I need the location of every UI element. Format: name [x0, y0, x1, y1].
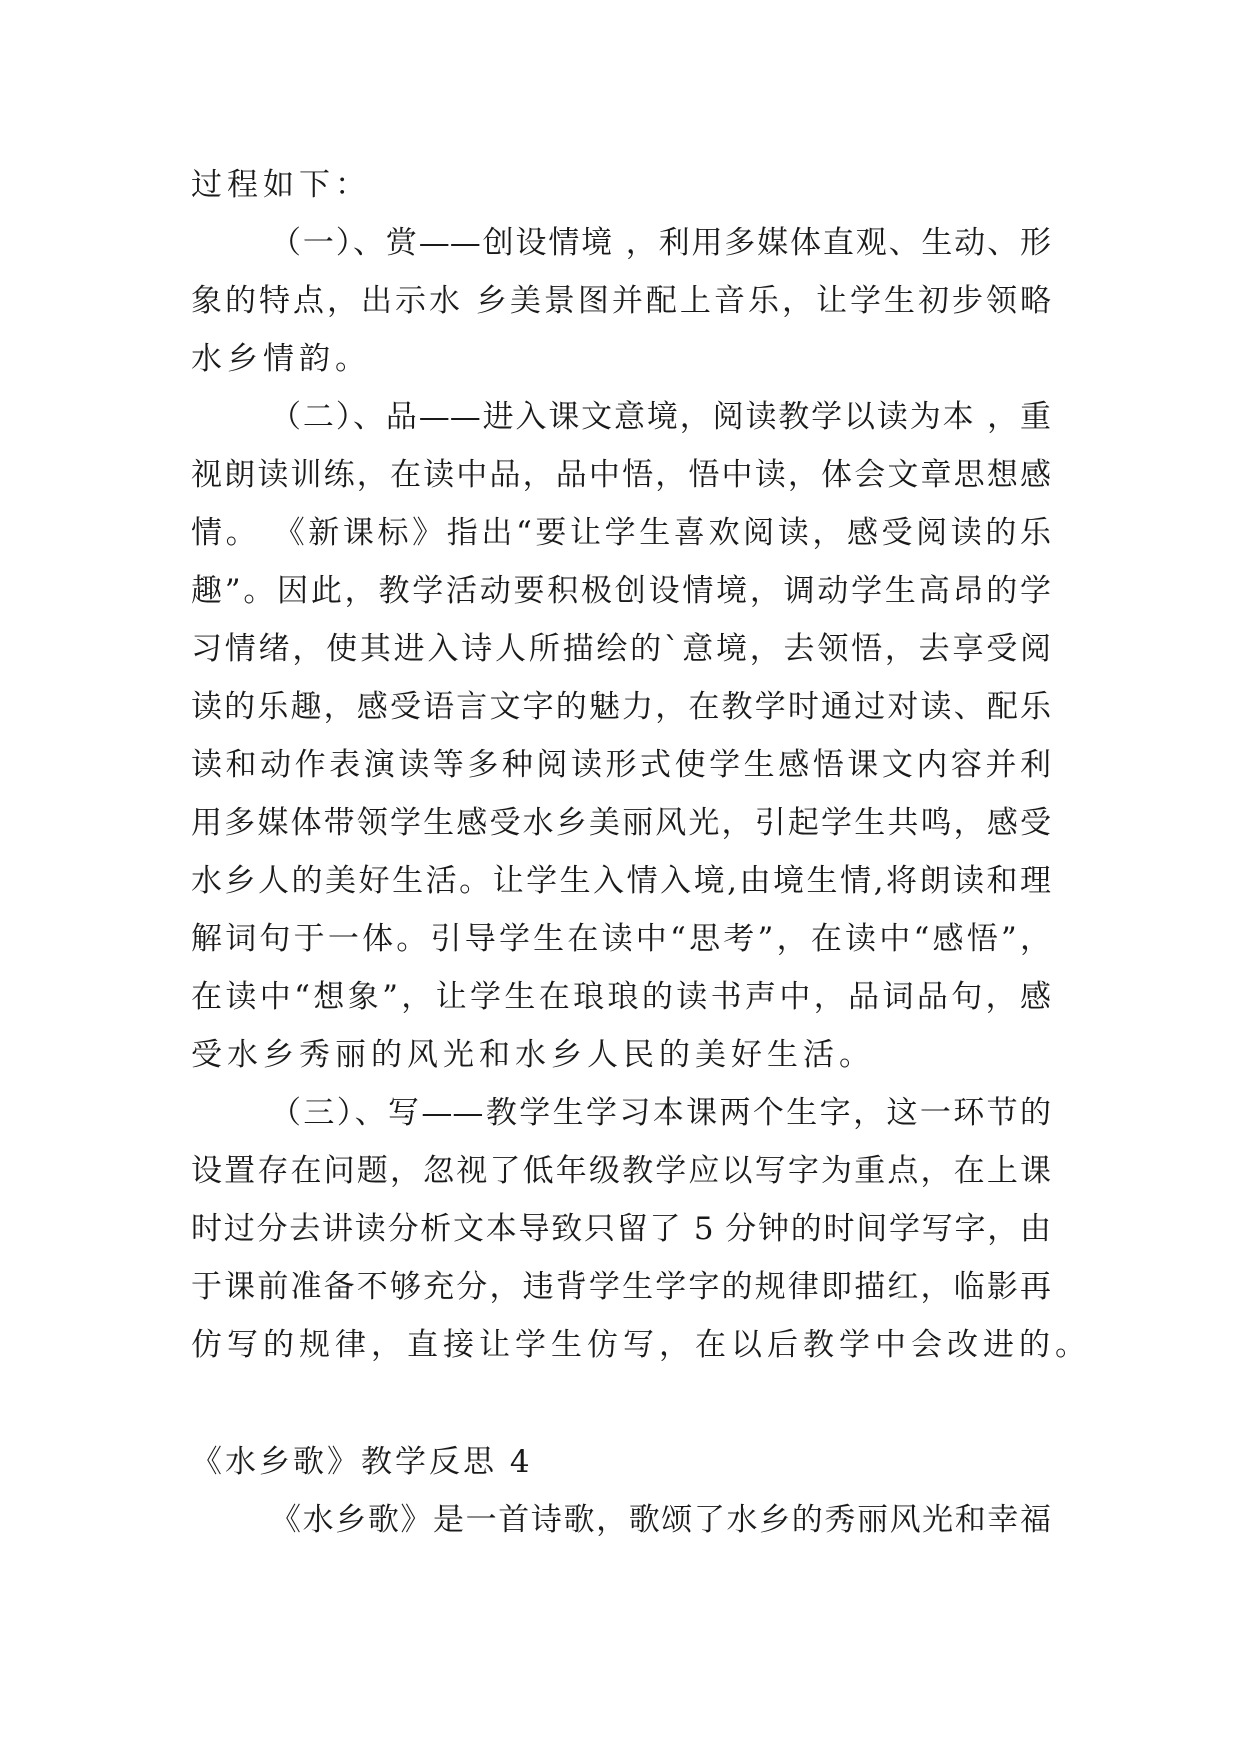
paragraph-3-line-1: （三）、写——教学生学习本课两个生字，这一环节的: [270, 1095, 1051, 1131]
paragraph-2-line-5: 习情绪，使其进入诗人所描绘的`意境，去领悟，去享受阅: [191, 631, 1051, 667]
paragraph-2-line-6: 读的乐趣，感受语言文字的魅力，在教学时通过对读、配乐: [191, 689, 1051, 725]
paragraph-4-line-1: 《水乡歌》是一首诗歌，歌颂了水乡的秀丽风光和幸福: [270, 1502, 1051, 1538]
paragraph-1-line-2: 象的特点，出示水 乡美景图并配上音乐，让学生初步领略: [191, 283, 1051, 319]
paragraph-3-line-4: 于课前准备不够充分，违背学生学字的规律即描红，临影再: [191, 1269, 1051, 1305]
paragraph-2-line-2: 视朗读训练，在读中品，品中悟，悟中读，体会文章思想感: [191, 457, 1051, 493]
paragraph-3-line-2: 设置存在问题，忽视了低年级教学应以写字为重点，在上课: [191, 1153, 1051, 1189]
paragraph-2-line-3: 情。 《新课标》指出“要让学生喜欢阅读，感受阅读的乐: [191, 515, 1051, 551]
paragraph-2-line-12: 受水乡秀丽的风光和水乡人民的美好生活。: [191, 1037, 875, 1073]
text-line-intro: 过程如下：: [191, 167, 371, 203]
paragraph-2-line-4: 趣”。因此，教学活动要积极创设情境，调动学生高昂的学: [191, 573, 1051, 609]
paragraph-2-line-9: 水乡人的美好生活。让学生入情入境,由境生情,将朗读和理: [191, 863, 1051, 899]
section-heading: 《水乡歌》教学反思 4: [191, 1444, 533, 1480]
paragraph-2-line-8: 用多媒体带领学生感受水乡美丽风光，引起学生共鸣，感受: [191, 805, 1051, 841]
paragraph-2-line-10: 解词句于一体。引导学生在读中“思考”，在读中“感悟”，: [191, 921, 1051, 957]
paragraph-3-line-5: 仿写的规律，直接让学生仿写，在以后教学中会改进的。: [191, 1327, 1091, 1363]
paragraph-2-line-1: （二）、品——进入课文意境，阅读教学以读为本 ，重: [270, 399, 1051, 435]
paragraph-1-line-1: （一）、赏——创设情境 ，利用多媒体直观、生动、形: [270, 225, 1051, 261]
paragraph-2-line-11: 在读中“想象”，让学生在琅琅的读书声中，品词品句，感: [191, 979, 1051, 1015]
paragraph-3-line-3: 时过分去讲读分析文本导致只留了 5 分钟的时间学写字，由: [191, 1211, 1051, 1247]
paragraph-1-line-3: 水乡情韵。: [191, 341, 371, 377]
paragraph-2-line-7: 读和动作表演读等多种阅读形式使学生感悟课文内容并利: [191, 747, 1051, 783]
